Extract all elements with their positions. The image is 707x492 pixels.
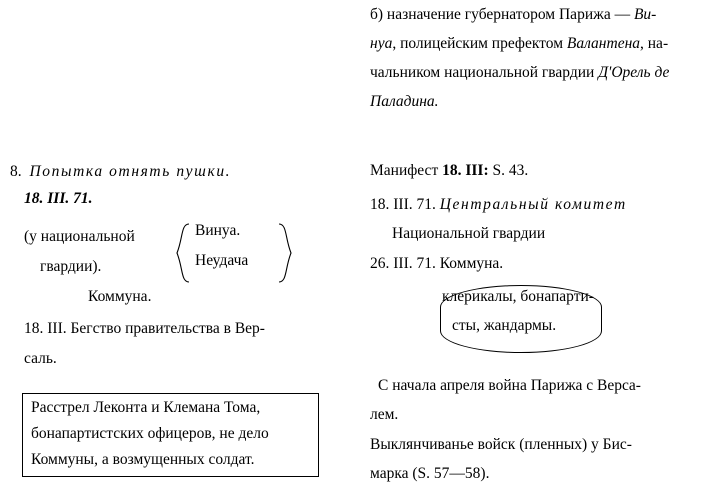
- right-top-line-2: [370, 35, 668, 53]
- left-commune-line: Коммуна.: [88, 288, 152, 305]
- oval-line-2: сты, жандармы.: [452, 317, 557, 334]
- right-top-line-2-tail: , на-: [640, 35, 669, 52]
- left-boxed-note: [22, 393, 319, 477]
- left-heading-line: [10, 163, 231, 181]
- right-manifest-line: [370, 162, 528, 180]
- boxed-line-3: Коммуны, а возмущенных солдат.: [31, 451, 255, 468]
- committee-date: 18. III. 71.: [370, 196, 440, 213]
- left-flight-line-1: 18. III. Бегство правительства в Вер-: [24, 320, 265, 337]
- right-commune-date: 26. III. 71. Коммуна.: [370, 255, 504, 272]
- left-heading-number: 8.: [10, 163, 22, 180]
- boxed-line-1: Расстрел Леконта и Клемана Тома,: [31, 399, 261, 416]
- brace-group: [175, 222, 295, 284]
- right-top-line-2-plain: , полицейским префектом: [392, 35, 567, 52]
- right-top-line-1-plain: б) назначение губернатором Парижа —: [370, 6, 634, 23]
- brace-item-2: Неудача: [195, 252, 249, 269]
- left-date-bold: 18. III. 71.: [24, 190, 93, 207]
- boxed-line-2: бонапартистских офицеров, не дело: [31, 425, 269, 442]
- brace-intro-line-1: (у национальной: [24, 228, 135, 245]
- right-war-line-1: С начала апреля война Парижа с Версa-: [378, 377, 641, 394]
- brace-item-1: Винуа.: [195, 222, 241, 239]
- right-top-line-3: [370, 64, 669, 82]
- right-top-line-1-italic: Ви-: [633, 6, 657, 23]
- committee-title: Центральный комитет: [439, 196, 627, 213]
- right-top-line-1: [370, 6, 656, 24]
- right-top-line-2-italic-2: Валантена: [566, 35, 641, 52]
- right-top-line-2-italic-1: нуа: [370, 35, 393, 52]
- manifest-page: S. 43.: [488, 162, 529, 179]
- right-top-line-3-italic: Д'Орель де: [598, 64, 670, 81]
- right-column: [356, 0, 707, 492]
- right-top-line-4: Паладина.: [370, 93, 439, 110]
- right-war-line-2: лем.: [370, 406, 399, 423]
- manifest-date: 18. III:: [442, 162, 489, 179]
- right-bismarck-line-2: марка (S. 57—58).: [370, 465, 490, 482]
- right-top-line-3-plain: чальником национальной гвардии: [370, 64, 599, 81]
- right-committee-line-2: Национальной гвардии: [392, 225, 546, 242]
- oval-line-1: клерикалы, бонапарти-: [442, 288, 594, 305]
- brace-intro-line-2: гвардии).: [40, 258, 102, 275]
- manifest-label: Манифест: [370, 162, 443, 179]
- right-committee-line-1: [370, 196, 627, 214]
- left-heading-text: Попытка отнять пушки.: [29, 163, 232, 180]
- left-column: [0, 0, 348, 492]
- right-bismarck-line-1: Выклянчиванье войск (пленных) у Бис-: [370, 436, 632, 453]
- left-flight-line-2: саль.: [24, 350, 57, 367]
